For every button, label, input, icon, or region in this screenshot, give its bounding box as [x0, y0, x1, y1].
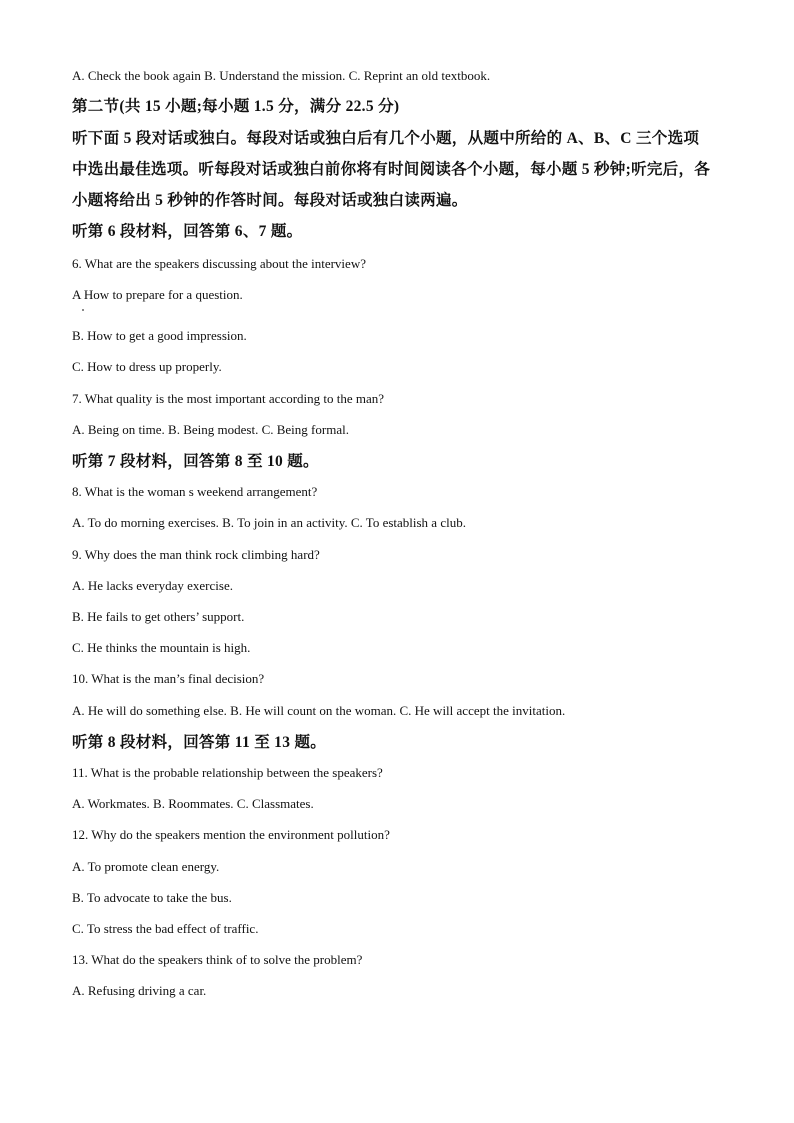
instructions-line-2: 中选出最佳选项。听每段对话或独白前你将有时间阅读各个小题，每小题 5 秒钟;听完后，各 — [72, 161, 711, 178]
passage-6-heading: 听第 6 段材料，回答第 6、7 题。 — [72, 223, 303, 240]
section-heading: 第二节(共 15 小题;每小题 1.5 分，满分 22.5 分) — [72, 98, 400, 115]
question-12-option-c: C. To stress the bad effect of traffic. — [72, 921, 259, 936]
question-9-option-b: B. He fails to get others’ support. — [72, 609, 245, 624]
question-8-options: A. To do morning exercises. B. To join in an activity. C. To establish a club. — [72, 515, 466, 530]
question-9: 9. Why does the man think rock climbing hard? — [72, 547, 320, 562]
question-9-option-c: C. He thinks the mountain is high. — [72, 640, 251, 655]
question-12-option-a: A. To promote clean energy. — [72, 859, 220, 874]
passage-7-heading: 听第 7 段材料，回答第 8 至 10 题。 — [72, 453, 319, 470]
question-10-options: A. He will do something else. B. He will count on the woman. C. He will accept the invitation. — [72, 703, 566, 718]
question-11: 11. What is the probable relationship between the speakers? — [72, 765, 383, 780]
question-9-option-a: A. He lacks everyday exercise. — [72, 578, 233, 593]
instructions-line-1: 听下面 5 段对话或独白。每段对话或独白后有几个小题，从题中所给的 A、B、C 三个选项 — [72, 130, 700, 147]
instructions-line-3: 小题将给出 5 秒钟的作答时间。每段对话或独白读两遍。 — [72, 192, 468, 209]
question-6: 6. What are the speakers discussing about the interview? — [72, 256, 366, 271]
question-13-option-a: A. Refusing driving a car. — [72, 983, 207, 998]
question-6-option-b: B. How to get a good impression. — [72, 328, 247, 343]
question-6-option-a: A How to prepare for a question. — [72, 287, 243, 302]
stray-mark — [82, 309, 84, 311]
passage-8-heading: 听第 8 段材料，回答第 11 至 13 题。 — [72, 734, 327, 751]
question-10: 10. What is the man’s final decision? — [72, 671, 265, 686]
question-7: 7. What quality is the most important according to the man? — [72, 391, 385, 406]
question-13: 13. What do the speakers think of to solve the problem? — [72, 952, 363, 967]
question-7-options: A. Being on time. B. Being modest. C. Being formal. — [72, 422, 349, 437]
option-line-q5: A. Check the book again B. Understand the mission. C. Reprint an old textbook. — [72, 68, 491, 83]
question-12-option-b: B. To advocate to take the bus. — [72, 890, 232, 905]
question-12: 12. Why do the speakers mention the environment pollution? — [72, 827, 390, 842]
question-6-option-c: C. How to dress up properly. — [72, 359, 222, 374]
question-8: 8. What is the woman s weekend arrangement? — [72, 484, 318, 499]
question-11-options: A. Workmates. B. Roommates. C. Classmates. — [72, 796, 314, 811]
